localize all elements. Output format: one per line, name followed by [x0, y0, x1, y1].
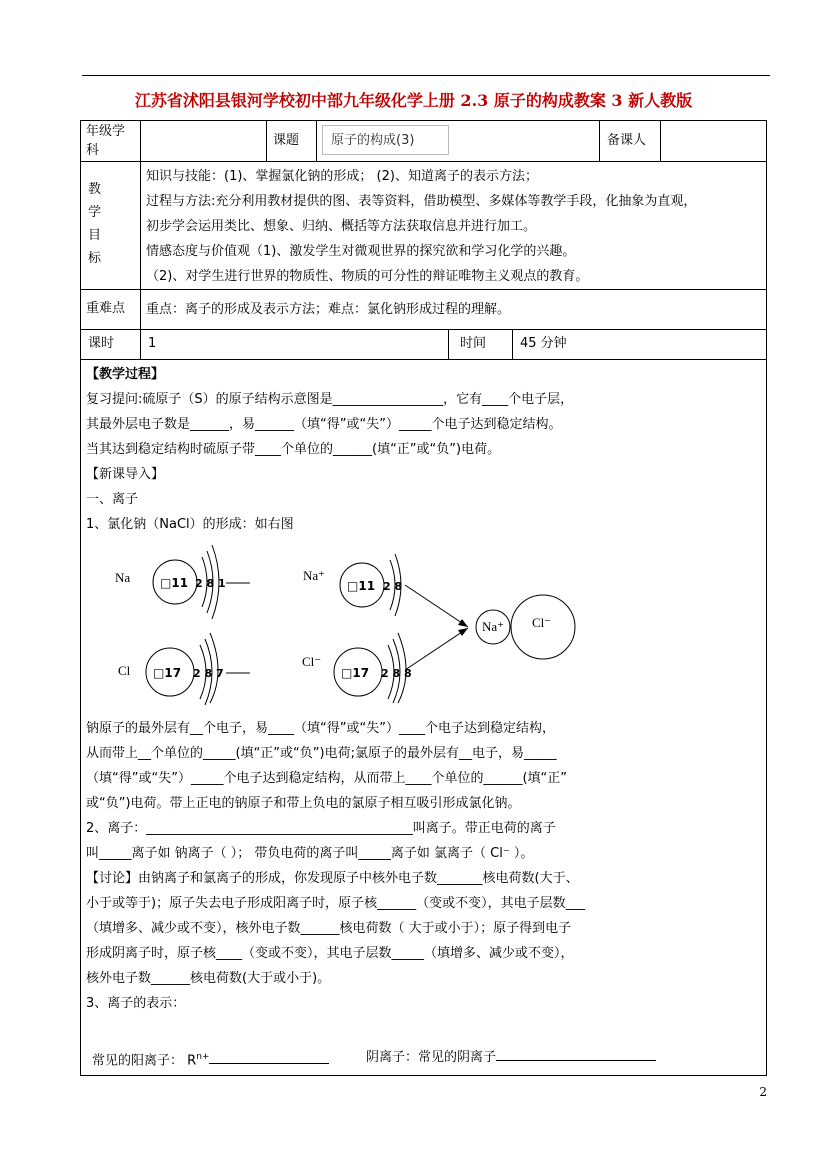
review-line: 当其达到稳定结构时硫原子带____个单位的______(填“正”或“负”)电荷。 [86, 442, 501, 457]
objective-line: （2)、对学生进行世界的物质性、物质的可分性的辩证唯物主义观点的教育。 [146, 269, 589, 284]
topic-value: 原子的构成(3) [322, 125, 449, 155]
review-line: 其最外层电子数是______，易______（填“得”或“失”）_____个电子达到稳定结构。 [86, 417, 562, 432]
ion-definition-line: 叫_____离子如 钠离子（ ）； 带负电荷的离子叫_____离子如 氯离子（ Cl⁻ ）。 [86, 846, 534, 861]
col-divider [512, 329, 513, 359]
anion-label: 阴离子：常见的阴离子 [366, 1050, 497, 1065]
col-divider [266, 120, 267, 161]
objective-line: 过程与方法:充分利用教材提供的图、表等资料，借助模型、多媒体等教学手段，化抽象为直观， [146, 194, 697, 209]
na-label: Na [115, 570, 131, 585]
na-ion-shells: 2 8 [383, 580, 403, 593]
objective-line: 知识与技能：(1)、掌握氯化钠的形成； (2)、知道离子的表示方法； [146, 169, 538, 184]
process-continued [86, 716, 762, 1016]
ion-definition-line: 2、离子：_________________________________________叫离子。带正电荷的离子 [86, 821, 556, 836]
anion-row [366, 1045, 656, 1070]
cl-shells: 2 8 7 [193, 667, 224, 680]
cation-row [92, 1045, 329, 1073]
discussion-line: 【讨论】由钠离子和氯离子的形成，你发现原子中核外电子数_______核电荷数(大于、 [86, 871, 579, 886]
objective-line: 情感态度与价值观（1)、激发学生对微观世界的探究欲和学习化学的兴趣。 [146, 244, 576, 259]
na-nucleus: □11 [160, 576, 189, 590]
periods-label: 课时 [88, 336, 115, 351]
arrow-line [405, 585, 468, 627]
discussion-line: （填增多、减少或不变），核外电子数______核电荷数（ 大于或小于）；原子得到电子 [86, 921, 572, 936]
arrow-line [405, 628, 468, 670]
objectives-label: 教学目标 [88, 182, 102, 266]
col-divider [599, 120, 600, 161]
process-heading: 【教学过程】 [86, 367, 165, 382]
cation-charge: n+ [196, 1052, 210, 1062]
row-divider [80, 359, 767, 360]
time-label: 时间 [460, 336, 487, 351]
top-rule [82, 75, 770, 76]
item-heading: 1、氯化钠（NaCl）的形成：如右图 [86, 517, 294, 532]
sodium-line: （填“得”或“失”）_____个电子达到稳定结构，从而带上____个单位的______(填“正” [86, 771, 567, 786]
anion-blank [496, 1060, 656, 1061]
na-ion-nucleus: □11 [347, 579, 376, 593]
row-divider [80, 161, 767, 162]
intro-heading: 【新课导入】 [86, 467, 165, 482]
na-shells: 2 8 1 [195, 577, 226, 590]
discussion-line: 小于或等于)；原子失去电子形成阳离子时，原子核______（变或不变），其电子层数___ [86, 896, 586, 911]
discussion-line: 核外电子数______核电荷数(大于或小于)。 [86, 971, 331, 986]
sodium-line: 钠原子的最外层有__个电子，易____（填“得”或“失”）____个电子达到稳定结构， [86, 721, 555, 736]
topic-label: 课题 [273, 133, 300, 148]
cl-ion-label: Cl⁻ [302, 654, 322, 669]
time-value: 45 分钟 [520, 336, 567, 351]
periods-value: 1 [148, 336, 157, 351]
col-divider [448, 329, 449, 359]
section-heading: 一、离子 [86, 492, 139, 507]
cation-label: 常见的阳离子： [92, 1053, 184, 1069]
col-divider [140, 120, 141, 359]
arrowhead [458, 628, 468, 636]
document-title: 江苏省沭阳县银河学校初中部九年级化学上册 2.3 原子的构成教案 3 新人教版 [134, 91, 693, 110]
sodium-line: 或“负”)电荷。带上正电的钠原子和带上负电的氯原子相互吸引形成氯化钠。 [86, 796, 521, 811]
col-divider [660, 120, 661, 161]
item-heading: 3、离子的表示： [86, 996, 186, 1011]
page-number: 2 [759, 1085, 767, 1099]
cl-nucleus: □17 [153, 666, 182, 680]
objective-line: 初步学会运用类比、想象、归纳、概括等方法获取信息并进行加工。 [146, 219, 537, 234]
row-divider [80, 329, 767, 330]
review-line: 复习提问:硫原子（S）的原子结构示意图是_________________，它有____个电子层， [86, 392, 574, 407]
cl-ion-nucleus: □17 [341, 666, 370, 680]
row-divider [80, 289, 767, 290]
col-divider [316, 120, 317, 161]
grade-subject-label: 年级学科 [86, 124, 126, 158]
na-ion-label: Na⁺ [303, 568, 326, 583]
keypoints-value: 重点：离子的形成及表示方法；难点：氯化钠形成过程的理解。 [146, 302, 511, 317]
cl-ion-shells: 2 8 8 [381, 667, 412, 680]
teaching-process [86, 362, 762, 537]
keypoints-label: 重难点 [86, 301, 126, 316]
preparer-label: 备课人 [607, 133, 647, 148]
objectives-list [146, 164, 766, 289]
discussion-line: 形成阴离子时，原子核____（变或不变），其电子层数_____（填增多、减少或不变）， [86, 946, 574, 961]
cation-symbol: R [187, 1053, 197, 1069]
cl-label: Cl [118, 663, 131, 678]
nacl-cl-label: Cl⁻ [532, 615, 552, 630]
arrowhead [458, 619, 468, 627]
sodium-line: 从而带上__个单位的_____(填“正”或“负”)电荷;氯原子的最外层有__电子，易_____ [86, 746, 557, 761]
cation-blank [209, 1063, 329, 1064]
nacl-formation-diagram [100, 535, 580, 705]
nacl-na-label: Na⁺ [482, 619, 505, 634]
